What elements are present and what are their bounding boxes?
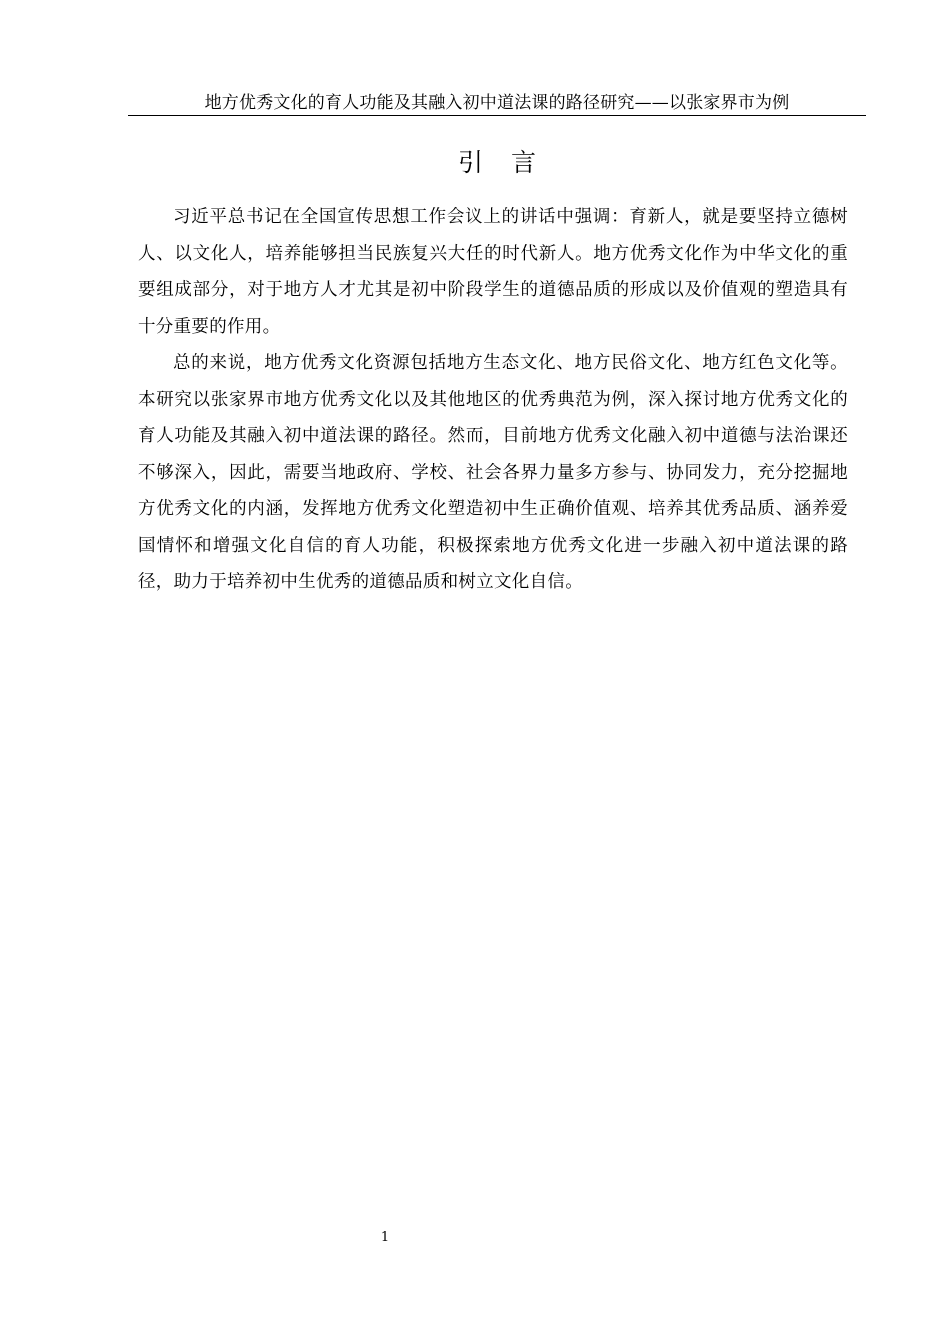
paragraph-2: 总的来说，地方优秀文化资源包括地方生态文化、地方民俗文化、地方红色文化等。本研究以张家界市地方优秀文化以及其他地区的优秀典范为例，深入探讨地方优秀文化的育人功能及其融入初中道法课的路径。然而，目前地方优秀文化融入初中道德与法治课还不够深入，因此，需要当地政府、学校、社会各界力量多方参与、协同发力，充分挖掘地方优秀文化的内涵，发挥地方优秀文化塑造初中生正确价值观、培养其优秀品质、涵养爱国情怀和增强文化自信的育人功能，积极探索地方优秀文化进一步融入初中道法课的路径，助力于培养初中生优秀的道德品质和树立文化自信。 <box>138 353 848 592</box>
body-text <box>138 199 848 601</box>
page-number: 1 <box>380 1230 390 1245</box>
running-header: 地方优秀文化的育人功能及其融入初中道法课的路径研究——以张家界市为例 <box>204 93 790 113</box>
section-title: 引 言 <box>458 148 546 177</box>
paragraph-1: 习近平总书记在全国宣传思想工作会议上的讲话中强调：育新人，就是要坚持立德树人、以文化人，培养能够担当民族复兴大任的时代新人。地方优秀文化作为中华文化的重要组成部分，对于地方人才尤其是初中阶段学生的道德品质的形成以及价值观的塑造具有十分重要的作用。 <box>138 207 848 337</box>
header-rule <box>128 115 866 116</box>
